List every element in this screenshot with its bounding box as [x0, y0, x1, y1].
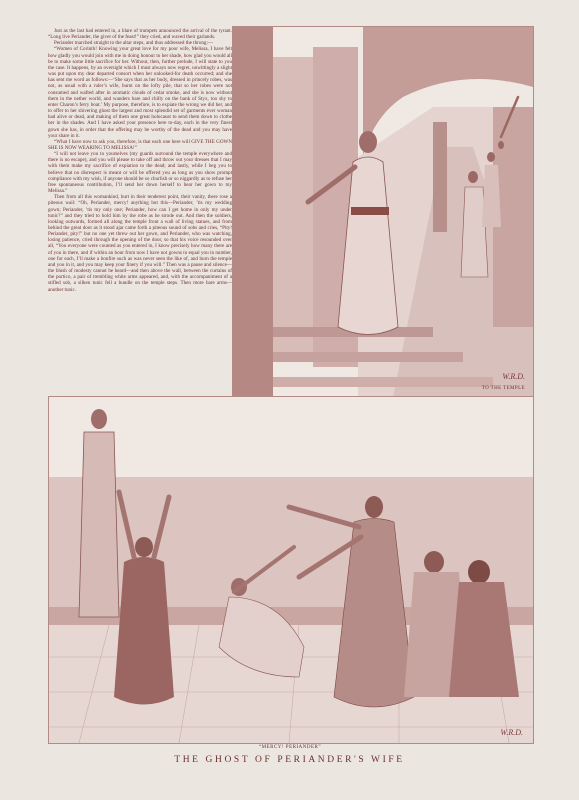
artist-signature: W.R.D. — [500, 728, 523, 737]
article-text — [48, 28, 232, 396]
artist-signature: W.R.D. — [502, 372, 525, 381]
mercy-drawing — [49, 397, 533, 743]
article-paragraph: Periander marched straight to the altar steps, and thus addressed the throng:— — [54, 40, 213, 47]
article-paragraph: “What I have now to ask you, therefore, is that each one here will GIVE THE GOWN SHE IS NOW WEARING TO MELISSA!” — [48, 138, 232, 151]
page-title: THE GHOST OF PERIANDER'S WIFE — [174, 755, 405, 765]
article-paragraph: Then from all this womankind, hurt in their tenderest point, their vanity, there rose a piteous wail: “Oh, Periander, mercy! anything but this—Periander, ’tis my wedding gown; Periander, ’tis my only one; Periander, how can I get home in only my under tunic?” and they tried to hold him by the robe as he strode out. And then the soldiers, looking outwards, formed all along the temple front a wall of living statues, and from behind the great door as it stood ajar came forth a piteous sound of sobs and cries, “Pity! Periander, pity!” but no one yet threw out her gown, and Periander, who was watching, losing patience, cried through the opening of the door, so that his voice resounded over all, “You everyone were counted as you entered in, I know precisely how many there are of you in there, and if within an hour from now I have not gowns to equal you in number, one for each, I’ll make a bonfire such as was never seen the like of, and burn the temple and you in it, and you may keep your finery if you will.” Then was a pause and silence—the blush of modesty cannot be heard—and then above the wall, between the curtains of the portico, a pair of trembling white arms appeared, and, with the accompaniment of a stifled sob, a silken tunic fell a bundle on the temple steps. Then more bare arms—another tunic. — [48, 194, 232, 293]
article-paragraph: “I will not leave you to yourselves (my guards surround the temple everywhere and there is no escape), and you will please to take off and throw out your dresses that I may with them make my sacrifice of expiation to the dead; and lastly, while I beg you to believe that no disrespect is meant or will be offered you as long as you show prompt compliance with my wish, if anyone should be so churlish or so niggardly as to refuse her free spontaneous contribution, I’ll send her down herself to bear her gown to my Melissa.” — [48, 151, 232, 195]
illustration-to-the-temple — [232, 26, 534, 398]
article-paragraph: “Women of Corinth! Knowing your great love for my poor wife, Melissa, I have felt how gladly you would join with me in doing honour to her shade, how glad you would all be to make some little sacrifice for her. Without, then, further prelude, I will state to you the case. It happens, by an oversight which I must always now regret, unwittingly a slight was put upon my dear departed consort when her unlooked-for death occurred; and she has sent me word as follows:—‘She says that as her body, dressed in princely robes, was not, as usual with a ruler’s wife, burnt on the lofty pile, that so her robes were not consumed and wafted after in aromatic clouds of cedar smoke, and she is now without them in the nether world, and wanders bare and chilly on the bank of Styx, too shy to enter Charon’s ferry boat.’ My purpose, therefore, is to expiate the wrong we did her, and to offer to her shivering ghost the largest and most splendid set of garments ever woman had alive or dead, and making of them one great holocaust to send them down to clothe her in the shades. And I have asked your presence here to-day, each in the very finest gown she has, in order that the offering may be worthy of the dead and you may have your share in it. — [48, 46, 232, 139]
temple-drawing — [233, 27, 533, 397]
article-paragraph: Just as the last had entered in, a blare of trumpets announced the arrival of the tyrant. “Long live Periander, the giver of the feast!” they cried, and waved their garlands. — [48, 28, 232, 41]
illustration-caption: “MERCY! PERIANDER” — [258, 745, 322, 750]
panel-label: TO THE TEMPLE — [481, 386, 525, 391]
illustration-mercy-periander — [48, 396, 534, 744]
